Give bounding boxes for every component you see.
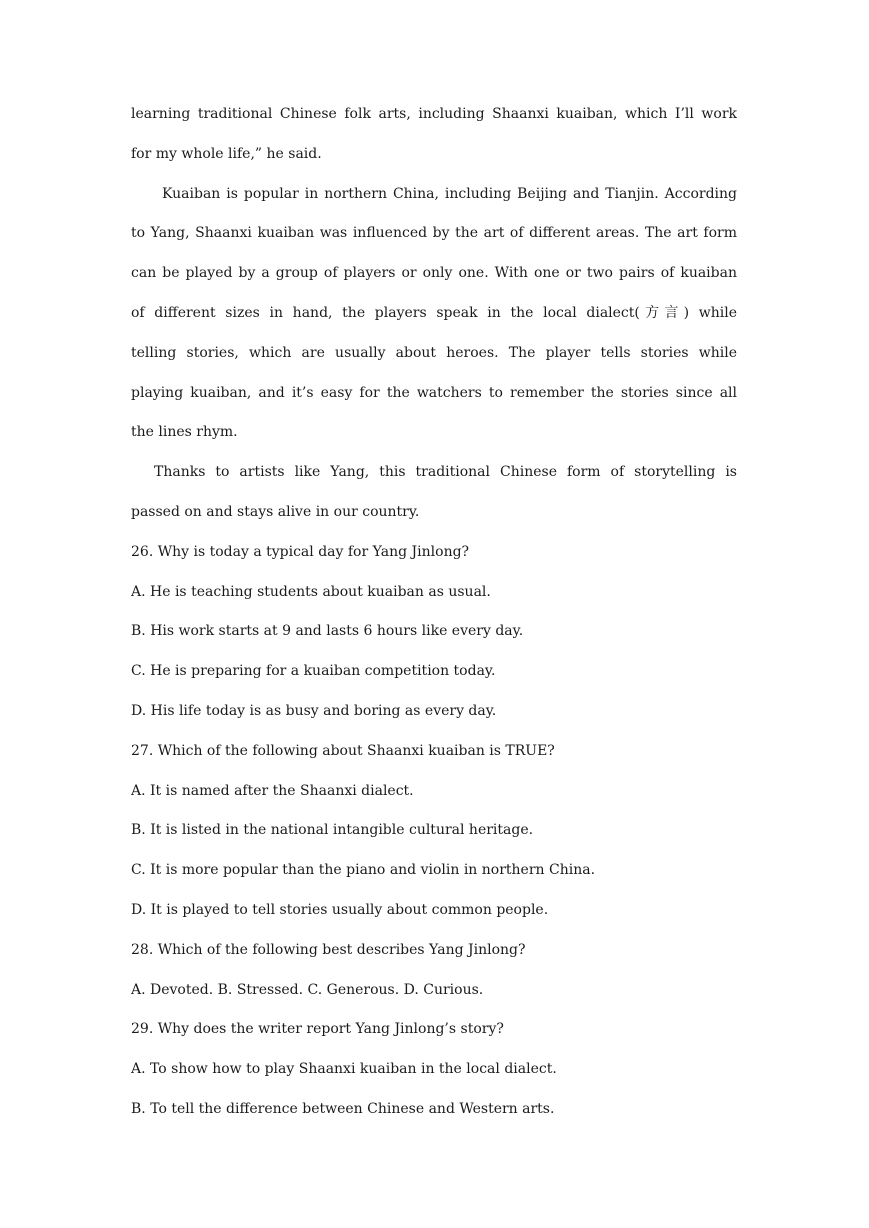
- passage-line: the lines rhym.: [131, 424, 238, 441]
- question-29-stem: 29. Why does the writer report Yang Jinlong’s story?: [131, 1021, 504, 1038]
- question-28-stem: 28. Which of the following best describes Yang Jinlong?: [131, 941, 526, 958]
- question-26-option-c: C. He is preparing for a kuaiban competition today.: [131, 663, 496, 680]
- passage-line: passed on and stays alive in our country.: [131, 503, 420, 520]
- question-29-option-b: B. To tell the difference between Chinese and Western arts.: [131, 1100, 555, 1117]
- question-26-option-d: D. His life today is as busy and boring as every day.: [131, 702, 497, 719]
- question-27-option-b: B. It is listed in the national intangible cultural heritage.: [131, 822, 534, 839]
- question-26-stem: 26. Why is today a typical day for Yang Jinlong?: [131, 543, 470, 560]
- question-27-stem: 27. Which of the following about Shaanxi kuaiban is TRUE?: [131, 742, 555, 759]
- question-27-option-a: A. It is named after the Shaanxi dialect.: [131, 782, 414, 799]
- passage-line: can be played by a group of players or only one. With one or two pairs of kuaiban: [131, 265, 737, 282]
- passage-line: to Yang, Shaanxi kuaiban was influenced by the art of different areas. The art form: [131, 225, 737, 242]
- passage-line: of different sizes in hand, the players speak in the local dialect(方言) while: [131, 304, 737, 321]
- question-27-option-c: C. It is more popular than the piano and violin in northern China.: [131, 862, 596, 879]
- question-27-option-d: D. It is played to tell stories usually about common people.: [131, 901, 549, 918]
- passage-line: Kuaiban is popular in northern China, including Beijing and Tianjin. According: [162, 185, 737, 202]
- question-29-option-a: A. To show how to play Shaanxi kuaiban in the local dialect.: [131, 1061, 557, 1078]
- passage-line: Thanks to artists like Yang, this traditional Chinese form of storytelling is: [154, 464, 737, 481]
- passage-line: learning traditional Chinese folk arts, including Shaanxi kuaiban, which I’ll work: [131, 106, 737, 122]
- question-28-options: A. Devoted. B. Stressed. C. Generous. D. Curious.: [131, 981, 484, 998]
- document-content: [131, 95, 737, 1130]
- passage-line: telling stories, which are usually about heroes. The player tells stories while: [131, 344, 737, 361]
- question-26-option-a: A. He is teaching students about kuaiban as usual.: [131, 583, 491, 600]
- question-26-option-b: B. His work starts at 9 and lasts 6 hours like every day.: [131, 623, 524, 640]
- passage-line: for my whole life,” he said.: [131, 145, 322, 162]
- passage-line: playing kuaiban, and it’s easy for the watchers to remember the stories since all: [131, 384, 737, 401]
